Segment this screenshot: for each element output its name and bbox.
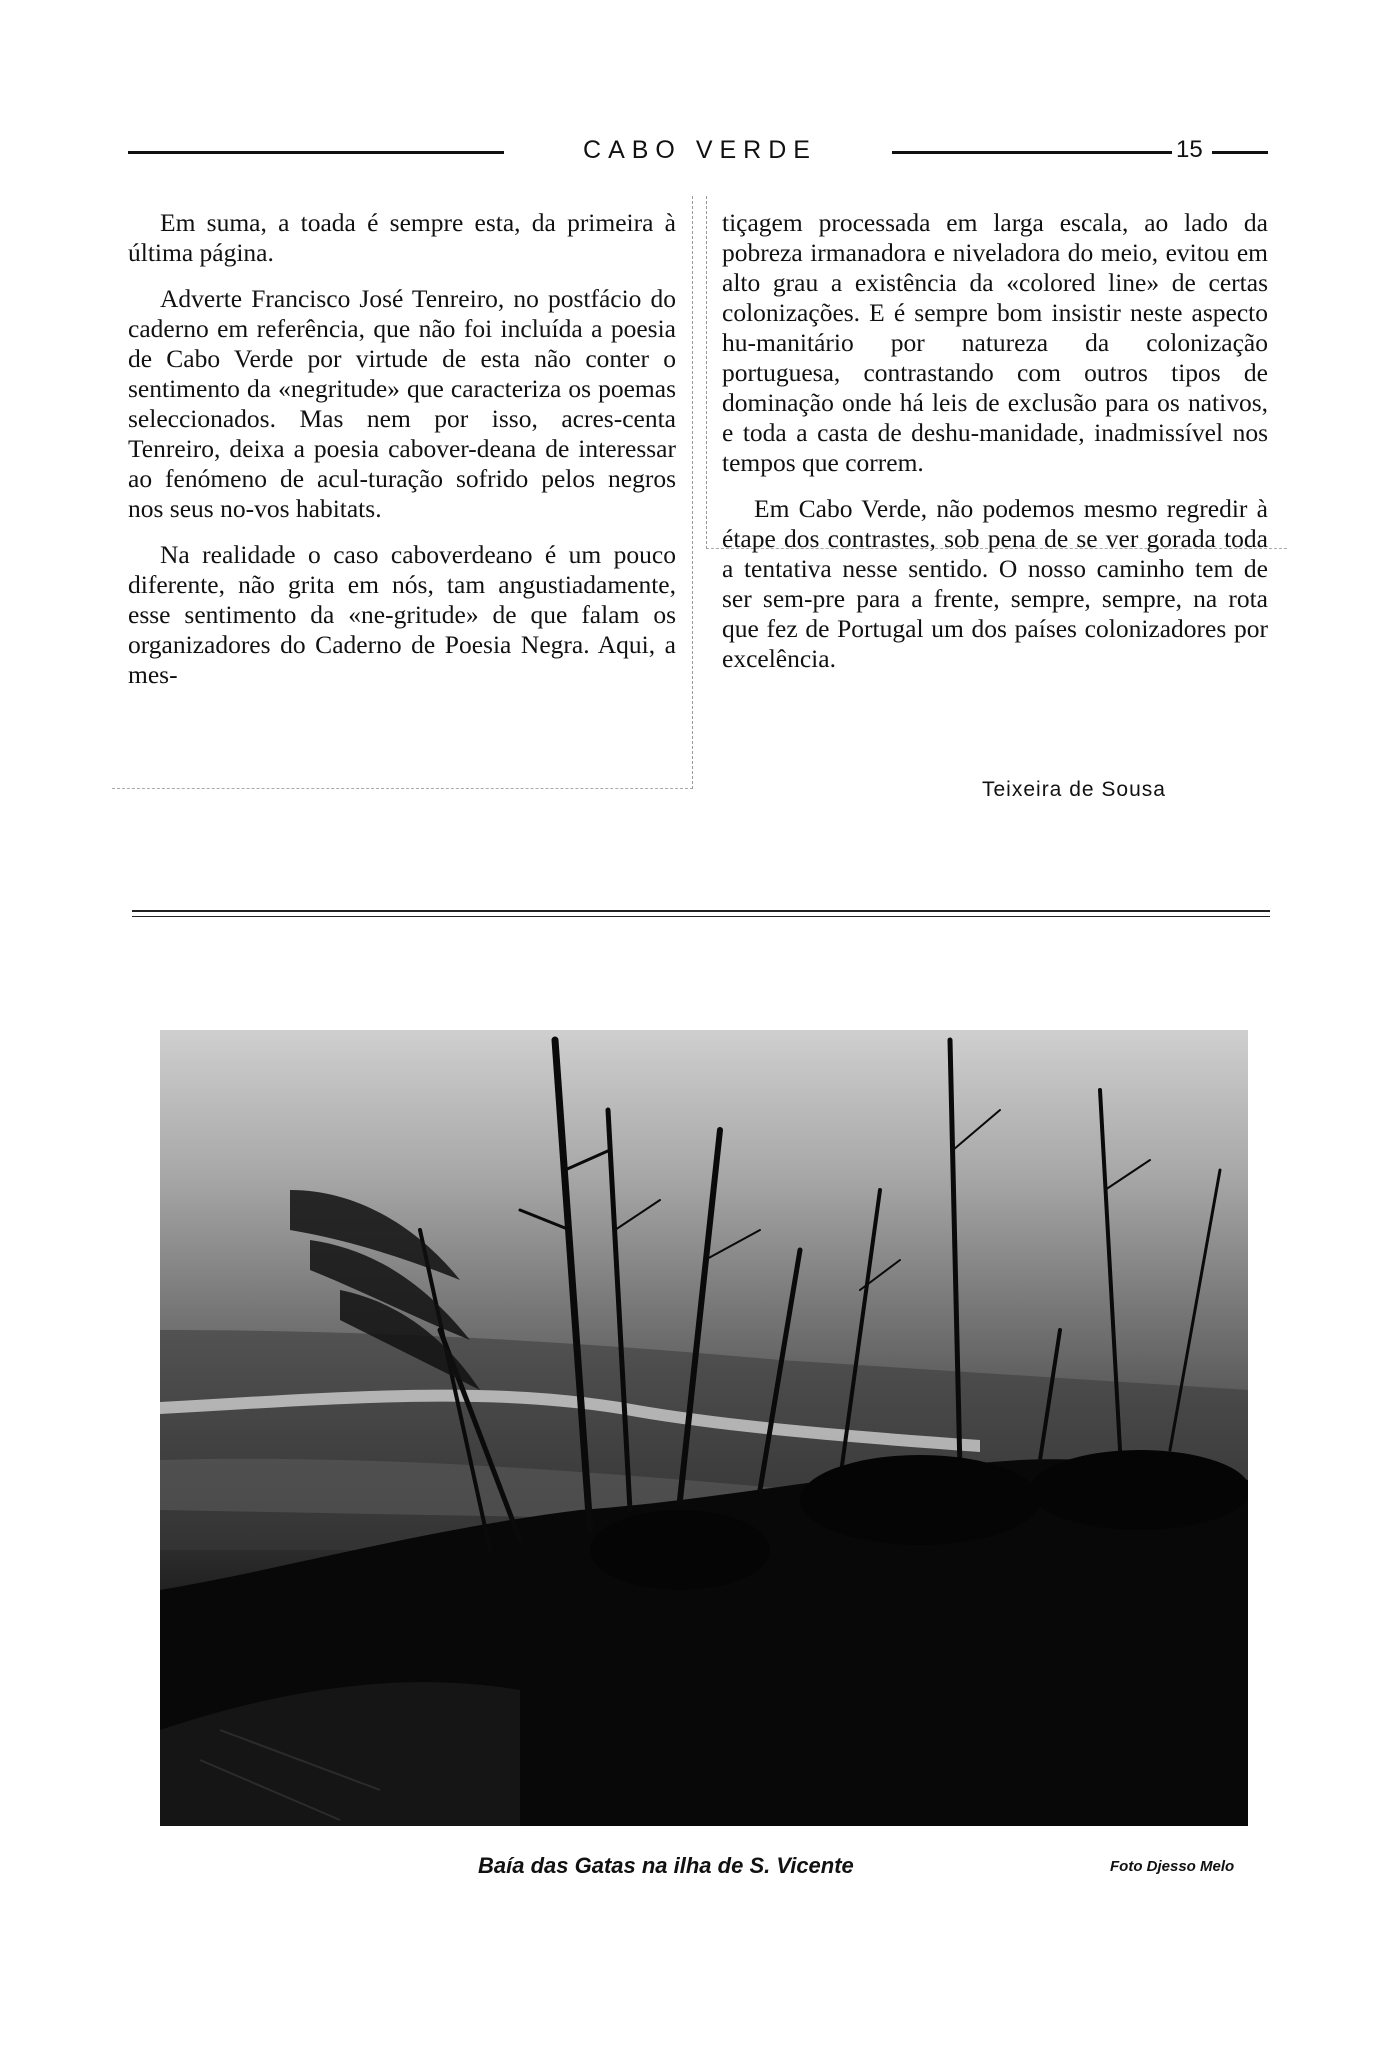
page-header-title: CABO VERDE	[583, 136, 817, 164]
header-rule-left	[128, 151, 504, 154]
article-column-left	[128, 208, 676, 706]
header-rule-right	[892, 151, 1172, 154]
paragraph: tiçagem processada em larga escala, ao lado da pobreza irmanadora e niveladora do meio, evitou em alto grau a existência da «colored line» de certas colonizações. E é sempre bom insistir neste aspecto hu-manitário por natureza da colonização portuguesa, contrastando com outros tipos de dominação onde há leis de exclusão para os nativos, e toda a casta de deshu-manidade, inadmissível nos tempos que correm.	[722, 208, 1268, 477]
photo-credit: Foto Djesso Melo	[1110, 1858, 1235, 1875]
photo-illustration	[160, 1030, 1248, 1826]
paragraph: Em Cabo Verde, não podemos mesmo regredir à étape dos contrastes, sob pena de se ver gorada toda a tentativa nesse sentido. O nosso caminho tem de ser sem-pre para a frente, sempre, sempre, na rota que fez de Portugal um dos países colonizadores por excelência.	[722, 494, 1268, 673]
landscape-photo	[160, 1030, 1248, 1826]
article-column-right	[722, 208, 1268, 690]
header-rule-end	[1212, 151, 1268, 154]
paragraph: Adverte Francisco José Tenreiro, no postfácio do caderno em referência, que não foi incluída a poesia de Cabo Verde por virtude de esta não conter o sentimento da «negritude» que caracteriza os poemas seleccionados. Mas nem por isso, acres-centa Tenreiro, deixa a poesia cabover-deana de interessar ao fenómeno de acul-turação sofrido pelos negros nos seus no-vos habitats.	[128, 284, 676, 523]
page-number: 15	[1176, 136, 1203, 163]
photo-caption: Baía das Gatas na ilha de S. Vicente	[478, 1853, 854, 1878]
paragraph: Na realidade o caso caboverdeano é um pouco diferente, não grita em nós, tam angustiadamente, esse sentimento da «ne-gritude» de que falam os organizadores do Caderno de Poesia Negra. Aqui, a mes-	[128, 540, 676, 689]
section-divider	[132, 916, 1270, 917]
author-signature: Teixeira de Sousa	[982, 778, 1166, 801]
paragraph: Em suma, a toada é sempre esta, da primeira à última página.	[128, 208, 676, 267]
section-divider	[132, 910, 1270, 912]
